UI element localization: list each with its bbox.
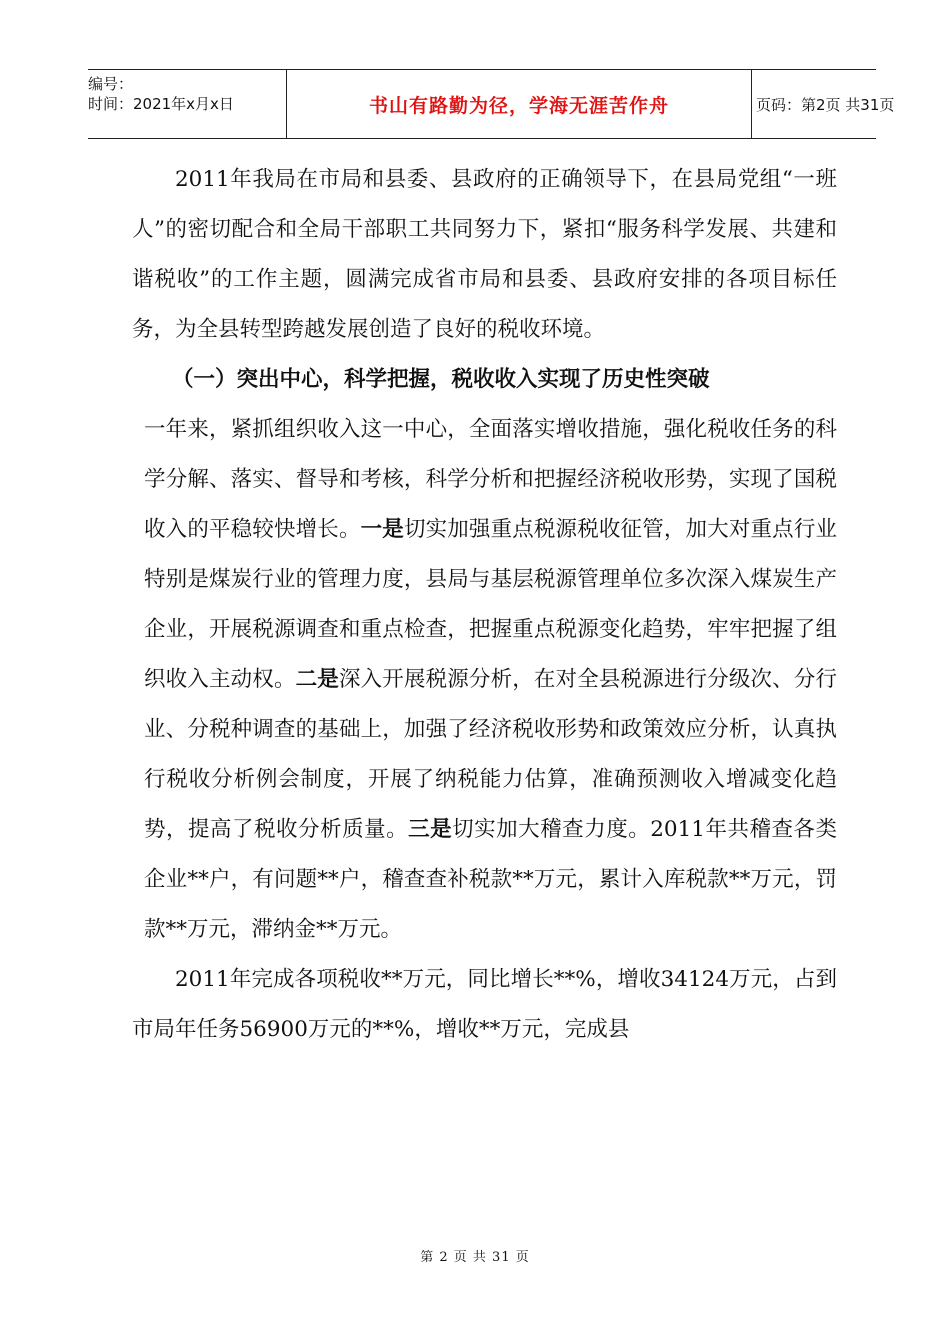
header-info xyxy=(88,70,286,142)
emphasis-first: 一是 xyxy=(360,517,404,542)
paragraph-revenue xyxy=(132,405,837,955)
page-header xyxy=(88,69,895,139)
paragraph-text: 切实加强重点税源税收征管，加大对重点行业特别是煤炭行业的管理力度，县局与基层税源管理单位多次深入煤炭生产企业，开展税源调查和重点检查，把握重点税源变化趋势，牢牢把握了组织收入主动权。 xyxy=(144,517,837,692)
paragraph-text: 深入开展税源分析，在对全县税源进行分级次、分行业、分税种调查的基础上，加强了经济税收形势和政策效应分析，认真执行税收分析例会制度，开展了纳税能力估算，准确预测收入增减变化趋势，提高了税收分析质量。 xyxy=(144,667,837,842)
document-body xyxy=(132,155,837,1055)
document-date: 时间：2021年x月x日 xyxy=(88,95,234,113)
document-number: 编号： xyxy=(88,75,134,93)
emphasis-third: 三是 xyxy=(408,817,453,842)
paragraph-summary: 2011年完成各项税收**万元，同比增长**%，增收34124万元，占到市局年任务56900万元的**%，增收**万元，完成县 xyxy=(132,967,837,1042)
header-motto-cell xyxy=(286,70,752,138)
paragraph-text: 一年来，紧抓组织收入这一中心，全面落实增收措施，强化税收任务的科学分解、落实、督导和考核，科学分析和把握经济税收形势，实现了国税收入的平稳较快增长。 xyxy=(144,417,837,542)
emphasis-second: 二是 xyxy=(295,667,339,692)
header-page-number: 页码：第2页 共31页 xyxy=(756,95,895,114)
page-footer: 第 2 页 共 31 页 xyxy=(420,1250,530,1265)
paragraph-intro: 2011年我局在市局和县委、县政府的正确领导下，在县局党组“一班人”的密切配合和全局干部职工共同努力下，紧扣“服务科学发展、共建和谐税收”的工作主题，圆满完成省市局和县委、县政府安排的各项目标任务，为全县转型跨越发展创造了良好的税收环境。 xyxy=(132,167,837,342)
section-heading: （一）突出中心，科学把握，税收收入实现了历史性突破 xyxy=(172,367,710,392)
header-motto: 书山有路勤为径，学海无涯苦作舟 xyxy=(368,94,669,117)
paragraph-text: 切实加大稽查力度。2011年共稽查各类企业**户，有问题**户，稽查查补税款**万元，累计入库税款**万元，罚款**万元，滞纳金**万元。 xyxy=(144,817,837,942)
